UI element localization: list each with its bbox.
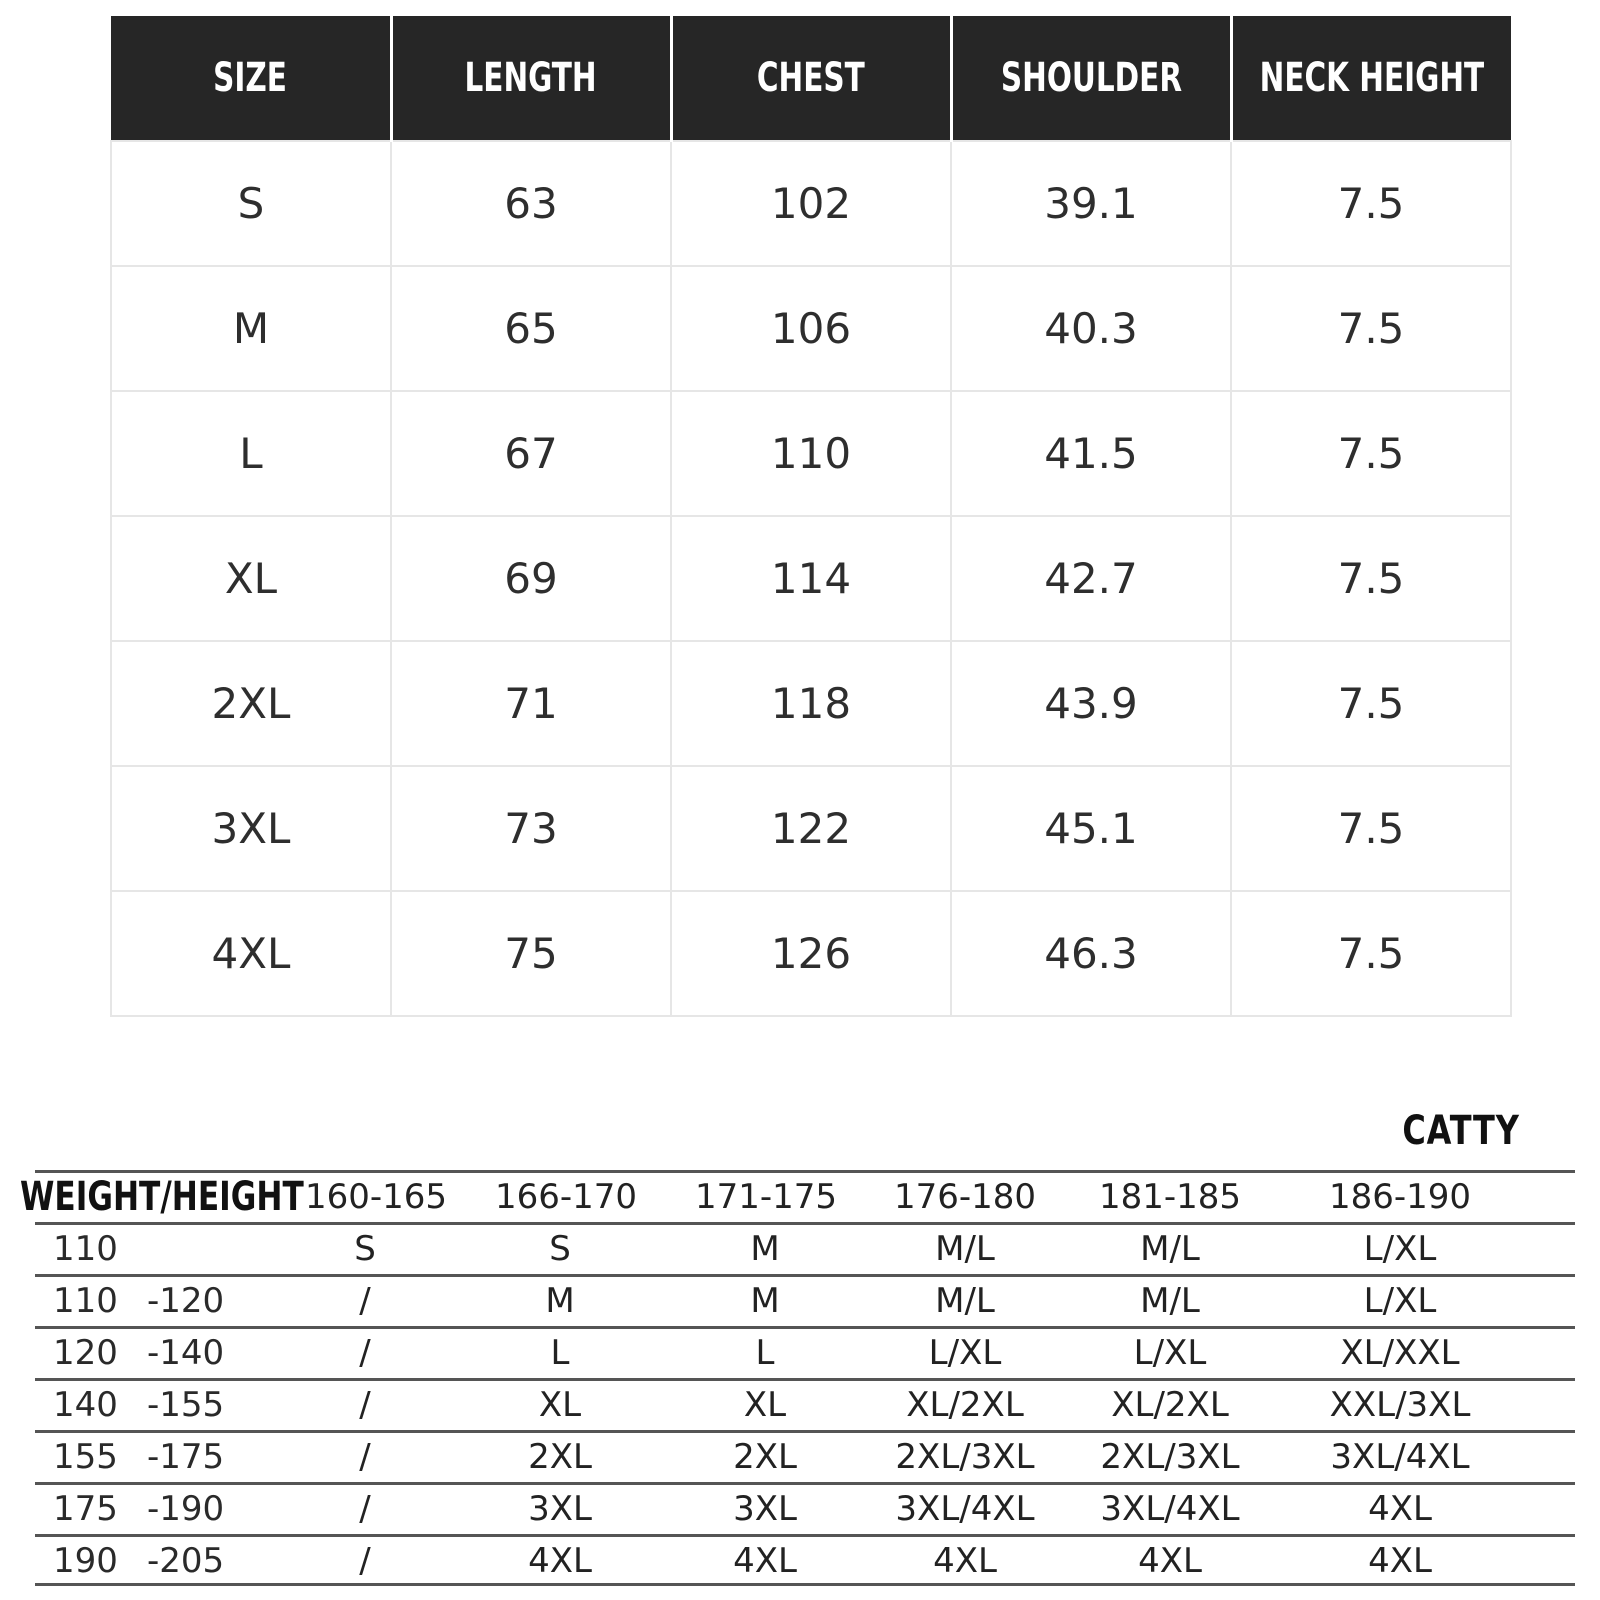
size-cell: XL xyxy=(111,516,391,641)
chest-cell: 110 xyxy=(671,391,951,516)
size-cell: 4XL xyxy=(111,891,391,1016)
size-recommendation: / xyxy=(359,1489,371,1529)
table-row xyxy=(35,1430,1575,1482)
neck-height-cell: 7.5 xyxy=(1231,516,1511,641)
header-length: LENGTH xyxy=(391,16,671,141)
size-recommendation: 3XL xyxy=(733,1489,797,1529)
size-cell: M xyxy=(111,266,391,391)
shoulder-cell: 41.5 xyxy=(951,391,1231,516)
height-range-header: 181-185 xyxy=(1098,1177,1242,1217)
size-recommendation: 3XL/4XL xyxy=(1330,1437,1470,1477)
size-recommendation: 2XL/3XL xyxy=(1100,1437,1240,1477)
shoulder-cell: 45.1 xyxy=(951,766,1231,891)
weight-to: -175 xyxy=(147,1437,225,1477)
size-cell: S xyxy=(111,141,391,266)
neck-height-cell: 7.5 xyxy=(1231,766,1511,891)
shoulder-cell: 43.9 xyxy=(951,641,1231,766)
size-table-header-row xyxy=(111,16,1511,141)
size-recommendation: 4XL xyxy=(733,1541,797,1581)
table-row xyxy=(111,641,1511,766)
table-row xyxy=(35,1482,1575,1534)
chest-cell: 122 xyxy=(671,766,951,891)
shoulder-cell: 39.1 xyxy=(951,141,1231,266)
neck-height-cell: 7.5 xyxy=(1231,891,1511,1016)
height-range-header: 176-180 xyxy=(893,1177,1037,1217)
size-recommendation-table xyxy=(20,1170,1575,1586)
size-recommendation: 3XL xyxy=(528,1489,592,1529)
size-recommendation: M/L xyxy=(1140,1281,1200,1321)
table-row xyxy=(35,1274,1575,1326)
size-recommendation: XL xyxy=(743,1385,787,1425)
length-cell: 63 xyxy=(391,141,671,266)
length-cell: 73 xyxy=(391,766,671,891)
chest-cell: 118 xyxy=(671,641,951,766)
weight-from: 175 xyxy=(53,1489,118,1529)
size-recommendation: / xyxy=(359,1541,371,1581)
length-cell: 65 xyxy=(391,266,671,391)
shoulder-cell: 40.3 xyxy=(951,266,1231,391)
size-recommendation: 2XL/3XL xyxy=(895,1437,1035,1477)
size-recommendation: 2XL xyxy=(733,1437,797,1477)
chest-cell: 102 xyxy=(671,141,951,266)
size-recommendation: / xyxy=(359,1385,371,1425)
shoulder-cell: 46.3 xyxy=(951,891,1231,1016)
size-recommendation: 3XL/4XL xyxy=(895,1489,1035,1529)
size-recommendation: M/L xyxy=(1140,1229,1200,1269)
weight-from: 120 xyxy=(53,1333,118,1373)
size-recommendation: 2XL xyxy=(528,1437,592,1477)
size-recommendation: M xyxy=(545,1281,575,1321)
length-cell: 69 xyxy=(391,516,671,641)
height-range-header: 160-165 xyxy=(305,1177,448,1217)
length-cell: 75 xyxy=(391,891,671,1016)
size-recommendation: L xyxy=(755,1333,775,1373)
size-cell: 2XL xyxy=(111,641,391,766)
size-recommendation: L/XL xyxy=(1133,1333,1207,1373)
size-recommendation: / xyxy=(359,1437,371,1477)
weight-from: 155 xyxy=(53,1437,118,1477)
chest-cell: 126 xyxy=(671,891,951,1016)
chest-cell: 106 xyxy=(671,266,951,391)
weight-from: 110 xyxy=(53,1229,118,1269)
size-recommendation: XXL/3XL xyxy=(1329,1385,1471,1425)
size-recommendation: L/XL xyxy=(1363,1281,1437,1321)
unit-label: CATTY xyxy=(1402,1108,1520,1154)
neck-height-cell: 7.5 xyxy=(1231,266,1511,391)
neck-height-cell: 7.5 xyxy=(1231,141,1511,266)
header-size: SIZE xyxy=(111,16,391,141)
header-chest: CHEST xyxy=(671,16,951,141)
chest-cell: 114 xyxy=(671,516,951,641)
size-recommendation: 3XL/4XL xyxy=(1100,1489,1240,1529)
size-recommendation: 4XL xyxy=(1138,1541,1202,1581)
size-recommendation: 4XL xyxy=(528,1541,592,1581)
size-recommendation: S xyxy=(354,1229,376,1269)
size-recommendation: XL xyxy=(538,1385,582,1425)
size-recommendation: XL/2XL xyxy=(1111,1385,1229,1425)
shoulder-cell: 42.7 xyxy=(951,516,1231,641)
neck-height-cell: 7.5 xyxy=(1231,391,1511,516)
weight-to: -190 xyxy=(147,1489,225,1529)
table-row xyxy=(35,1534,1575,1586)
neck-height-cell: 7.5 xyxy=(1231,641,1511,766)
weight-from: 140 xyxy=(53,1385,118,1425)
size-cell: 3XL xyxy=(111,766,391,891)
size-recommendation: 4XL xyxy=(933,1541,997,1581)
size-recommendation: M xyxy=(750,1229,780,1269)
table-row xyxy=(111,266,1511,391)
height-range-header: 166-170 xyxy=(495,1177,638,1217)
size-recommendation: L/XL xyxy=(1363,1229,1437,1269)
table-row xyxy=(35,1378,1575,1430)
size-recommendation: XL/XXL xyxy=(1340,1333,1460,1373)
header-shoulder: SHOULDER xyxy=(951,16,1231,141)
table-row xyxy=(111,766,1511,891)
height-range-header: 171-175 xyxy=(695,1177,838,1217)
size-recommendation: / xyxy=(359,1333,371,1373)
length-cell: 71 xyxy=(391,641,671,766)
size-recommendation: L/XL xyxy=(928,1333,1002,1373)
size-recommendation: S xyxy=(549,1229,571,1269)
size-recommendation: / xyxy=(359,1281,371,1321)
size-recommendation: M/L xyxy=(935,1281,995,1321)
table-row xyxy=(111,516,1511,641)
weight-from: 110 xyxy=(53,1281,118,1321)
recommendation-header-row xyxy=(20,1170,1575,1222)
size-recommendation: 4XL xyxy=(1368,1541,1432,1581)
weight-from: 190 xyxy=(53,1541,118,1581)
header-neck-height: NECK HEIGHT xyxy=(1231,16,1511,141)
size-recommendation: 4XL xyxy=(1368,1489,1432,1529)
size-recommendation: XL/2XL xyxy=(906,1385,1024,1425)
weight-to: -155 xyxy=(147,1385,225,1425)
size-recommendation: M xyxy=(750,1281,780,1321)
table-row xyxy=(111,391,1511,516)
height-range-header: 186-190 xyxy=(1328,1177,1472,1217)
weight-to: -205 xyxy=(147,1541,225,1581)
weight-to: -120 xyxy=(147,1281,225,1321)
size-measurement-table xyxy=(110,16,1512,1017)
table-row xyxy=(111,891,1511,1016)
weight-height-title: WEIGHT/HEIGHT xyxy=(20,1174,304,1220)
table-row xyxy=(111,141,1511,266)
length-cell: 67 xyxy=(391,391,671,516)
size-recommendation: L xyxy=(550,1333,570,1373)
weight-to: -140 xyxy=(147,1333,225,1373)
size-cell: L xyxy=(111,391,391,516)
table-row xyxy=(35,1326,1575,1378)
table-row xyxy=(35,1222,1575,1274)
size-recommendation: M/L xyxy=(935,1229,995,1269)
